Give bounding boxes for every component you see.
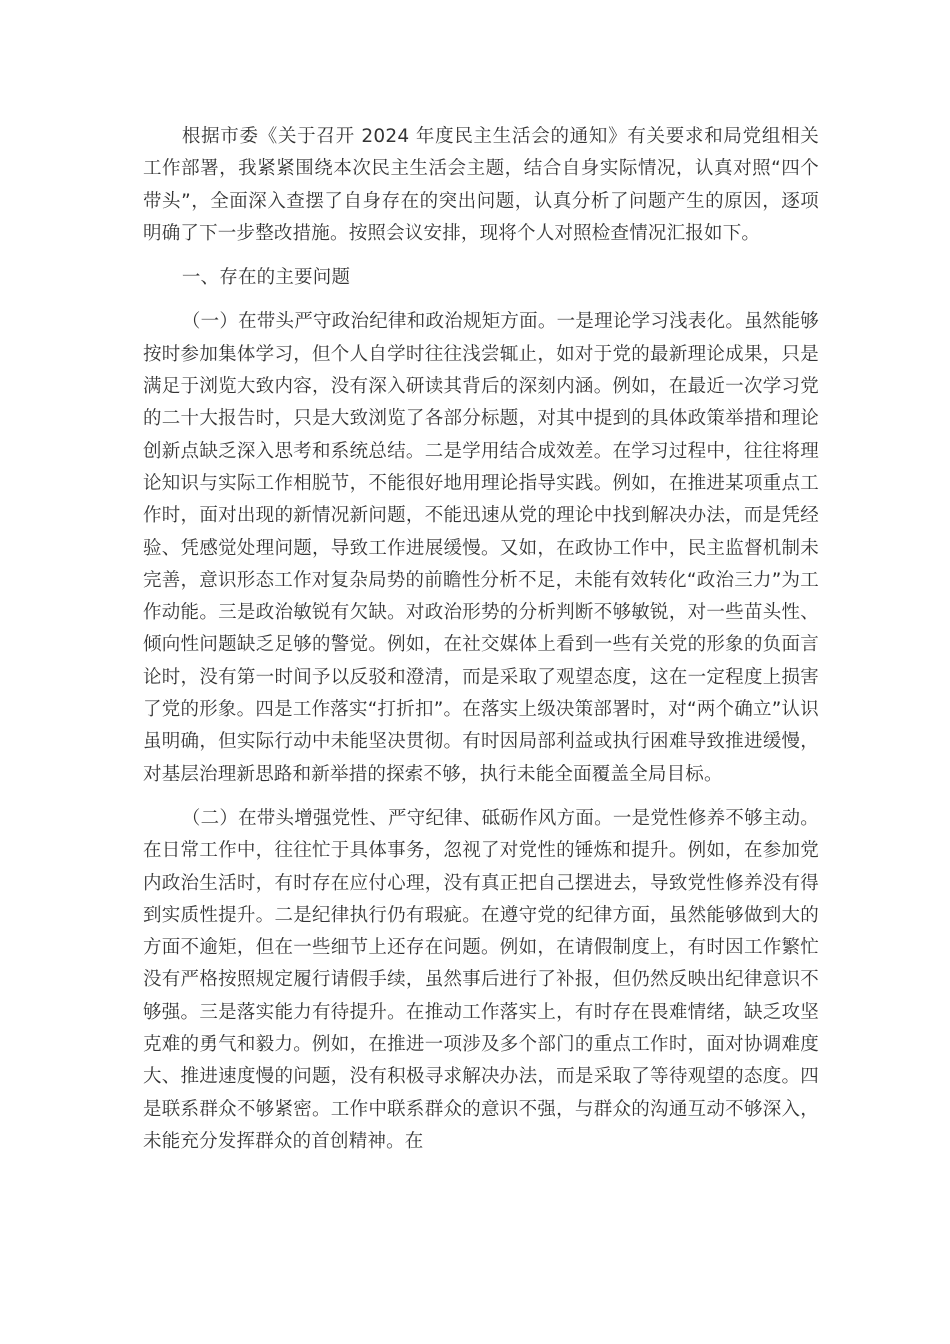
section-paragraph-1: （一）在带头严守政治纪律和政治规矩方面。一是理论学习浅表化。虽然能够按时参加集体学习，但个人自学时往往浅尝辄止，如对于党的最新理论成果，只是满足于浏览大致内容，没有深入研读其背后的深刻内涵。例如，在最近一次学习党的二十大报告时，只是大致浏览了各部分标题，对其中提到的具体政策举措和理论创新点缺乏深入思考和系统总结。二是学用结合成效差。在学习过程中，往往将理论知识与实际工作相脱节，不能很好地用理论指导实践。例如，在推进某项重点工作时，面对出现的新情况新问题，不能迅速从党的理论中找到解决办法，而是凭经验、凭感觉处理问题，导致工作进展缓慢。又如，在政协工作中，民主监督机制未完善，意识形态工作对复杂局势的前瞻性分析不足，未能有效转化“政治三力”为工作动能。三是政治敏锐有欠缺。对政治形势的分析判断不够敏锐，对一些苗头性、倾向性问题缺乏足够的警觉。例如，在社交媒体上看到一些有关党的形象的负面言论时，没有第一时间予以反驳和澄清，而是采取了观望态度，这在一定程度上损害了党的形象。四是工作落实“打折扣”。在落实上级决策部署时，对“两个确立”认识虽明确，但实际行动中未能坚决贯彻。有时因局部利益或执行困难导致推进缓慢，对基层治理新思路和新举措的探索不够，执行未能全面覆盖全局目标。 — [143, 311, 819, 785]
intro-paragraph: 根据市委《关于召开 2024 年度民主生活会的通知》有关要求和局党组相关工作部署，我紧紧围绕本次民主生活会主题，结合自身实际情况，认真对照“四个带头”，全面深入查摆了自身存在的突出问题，认真分析了问题产生的原因，逐项明确了下一步整改措施。按照会议安排，现将个人对照检查情况汇报如下。 — [143, 126, 819, 244]
section-heading: 一、存在的主要问题 — [181, 267, 351, 289]
section-paragraph-2: （二）在带头增强党性、严守纪律、砥砺作风方面。一是党性修养不够主动。在日常工作中，往往忙于具体事务，忽视了对党性的锤炼和提升。例如，在参加党内政治生活时，有时存在应付心理，没有真正把自己摆进去，导致党性修养没有得到实质性提升。二是纪律执行仍有瑕疵。在遵守党的纪律方面，虽然能够做到大的方面不逾矩，但在一些细节上还存在问题。例如，在请假制度上，有时因工作繁忙没有严格按照规定履行请假手续，虽然事后进行了补报，但仍然反映出纪律意识不够强。三是落实能力有待提升。在推动工作落实上，有时存在畏难情绪，缺乏攻坚克难的勇气和毅力。例如，在推进一项涉及多个部门的重点工作时，面对协调难度大、推进速度慢的问题，没有积极寻求解决办法，而是采取了等待观望的态度。四是联系群众不够紧密。工作中联系群众的意识不强，与群众的沟通互动不够深入，未能充分发挥群众的首创精神。在 — [143, 807, 819, 1152]
document-page — [143, 121, 819, 1170]
